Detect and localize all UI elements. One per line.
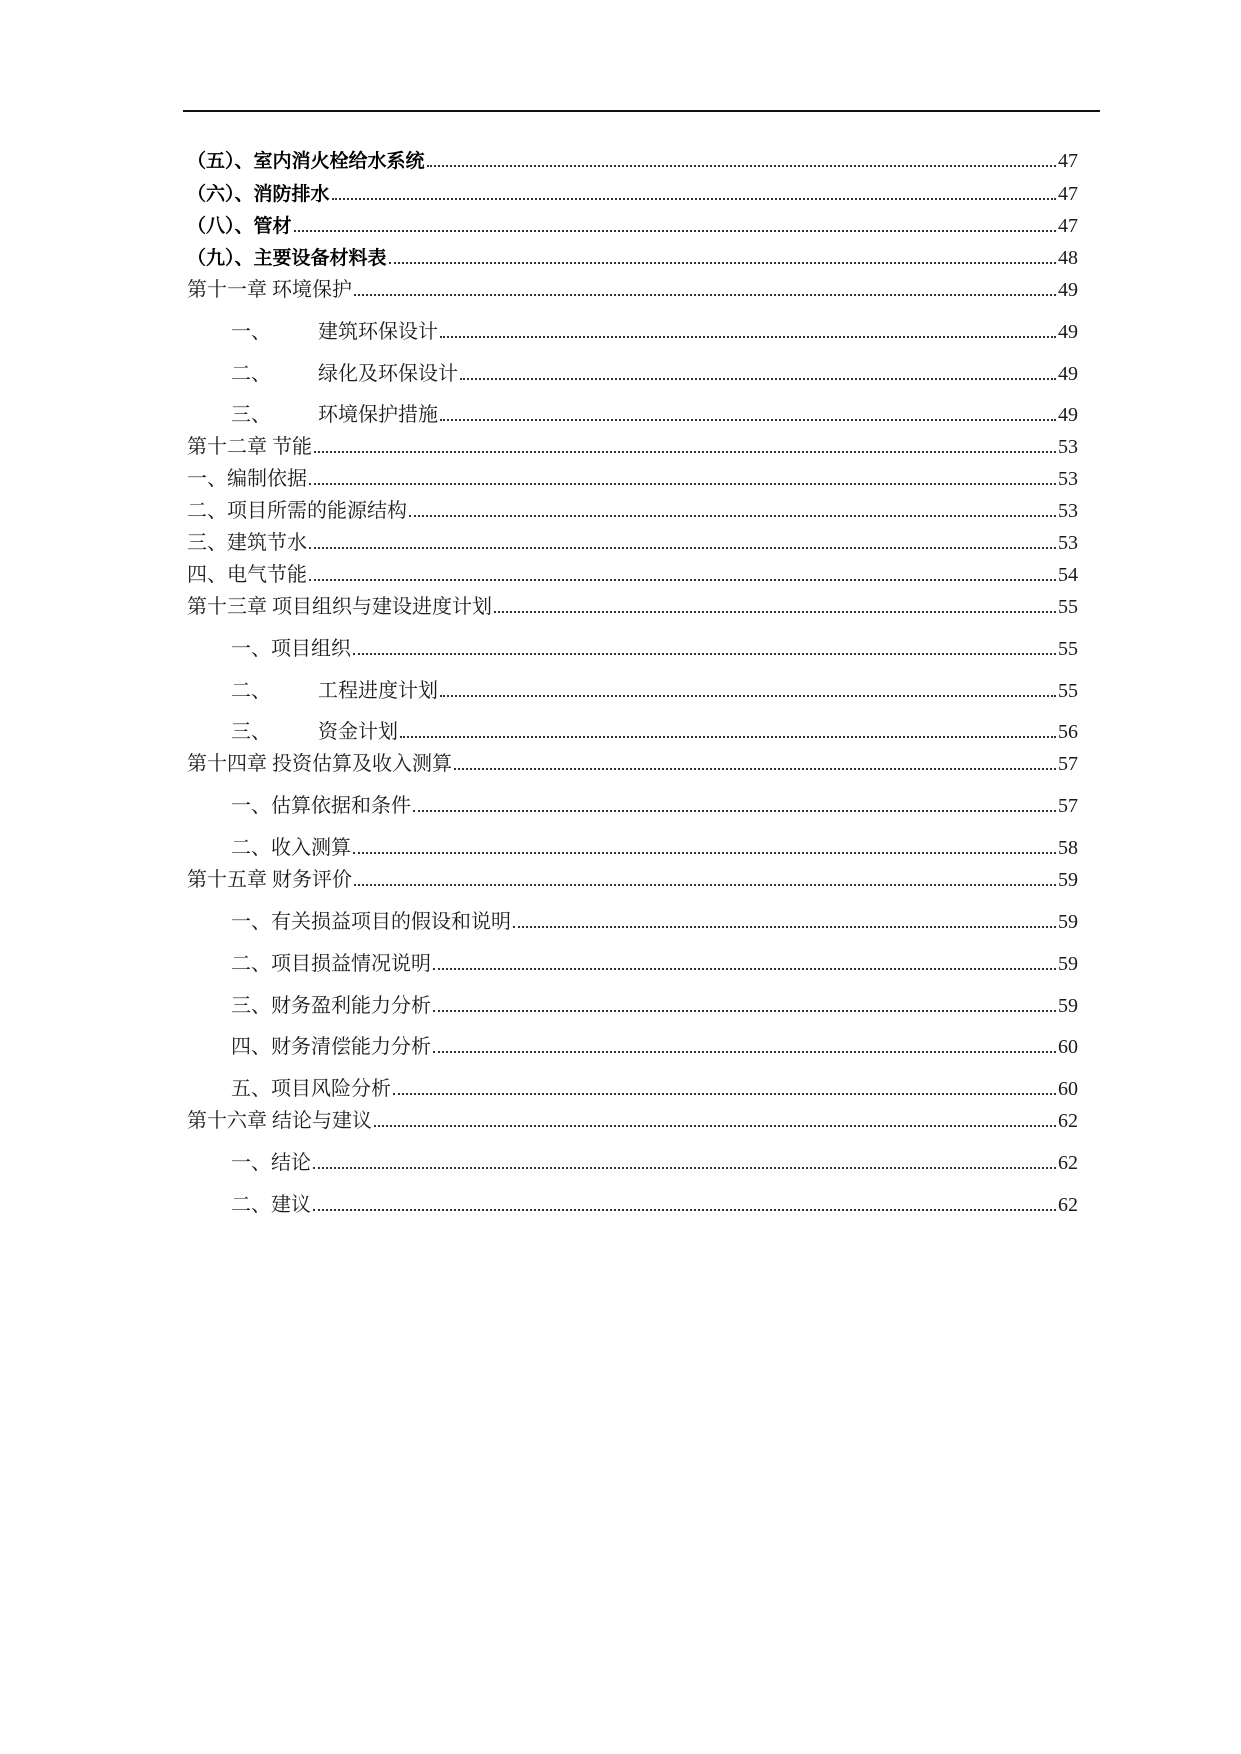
dot-leader bbox=[313, 1167, 1056, 1169]
dot-leader bbox=[454, 768, 1056, 770]
toc-entry-page-number: 57 bbox=[1058, 753, 1078, 775]
dot-leader bbox=[460, 378, 1056, 380]
dot-leader bbox=[513, 926, 1056, 928]
toc-entry-title: 第十四章 投资估算及收入测算 bbox=[187, 753, 452, 775]
toc-entry-title: 三、财务盈利能力分析 bbox=[231, 995, 431, 1017]
toc-entry[interactable] bbox=[231, 314, 1078, 344]
toc-entry-page-number: 59 bbox=[1058, 911, 1078, 933]
toc-entry-title: 二、建议 bbox=[231, 1194, 311, 1216]
toc-entry-page-number: 49 bbox=[1058, 363, 1078, 385]
toc-entry[interactable] bbox=[187, 272, 1078, 302]
toc-entry[interactable] bbox=[231, 356, 1078, 386]
toc-entry-page-number: 47 bbox=[1058, 183, 1078, 205]
dot-leader bbox=[440, 336, 1056, 338]
dot-leader bbox=[433, 1051, 1056, 1053]
toc-entry[interactable] bbox=[187, 493, 1078, 523]
toc-entry-page-number: 60 bbox=[1058, 1036, 1078, 1058]
dot-leader bbox=[309, 547, 1056, 549]
dot-leader bbox=[354, 294, 1056, 296]
toc-entry-title: 环境保护措施 bbox=[318, 404, 438, 426]
toc-entry-title: 五、项目风险分析 bbox=[231, 1078, 391, 1100]
toc-entry-page-number: 60 bbox=[1058, 1078, 1078, 1100]
toc-entry[interactable] bbox=[231, 904, 1078, 934]
toc-entry-title: 一、估算依据和条件 bbox=[231, 795, 411, 817]
toc-entry[interactable] bbox=[187, 461, 1078, 491]
toc-entry-number: 二、 bbox=[231, 680, 271, 702]
toc-entry-title: 四、财务清偿能力分析 bbox=[231, 1036, 431, 1058]
dot-leader bbox=[294, 230, 1056, 232]
toc-entry[interactable] bbox=[231, 397, 1078, 427]
toc-entry-title: 二、项目损益情况说明 bbox=[231, 953, 431, 975]
dot-leader bbox=[440, 419, 1056, 421]
dot-leader bbox=[332, 198, 1056, 200]
toc-entry-title: 工程进度计划 bbox=[318, 680, 438, 702]
toc-entry-title: 二、收入测算 bbox=[231, 837, 351, 859]
toc-entry-title: 一、编制依据 bbox=[187, 468, 307, 490]
toc-entry-page-number: 56 bbox=[1058, 721, 1078, 743]
toc-entry[interactable] bbox=[231, 988, 1078, 1018]
dot-leader bbox=[314, 451, 1056, 453]
toc-entry-page-number: 53 bbox=[1058, 436, 1078, 458]
toc-entry-title: 建筑环保设计 bbox=[318, 321, 438, 343]
toc-entry-title: （九）、主要设备材料表 bbox=[187, 247, 387, 269]
toc-entry-number: 三、 bbox=[231, 404, 271, 426]
toc-entry[interactable] bbox=[231, 673, 1078, 703]
dot-leader bbox=[413, 810, 1056, 812]
toc-entry-page-number: 55 bbox=[1058, 596, 1078, 618]
dot-leader bbox=[427, 165, 1056, 167]
dot-leader bbox=[313, 1209, 1056, 1211]
toc-entry[interactable] bbox=[231, 788, 1078, 818]
dot-leader bbox=[309, 483, 1056, 485]
toc-entry-page-number: 47 bbox=[1058, 150, 1078, 172]
dot-leader bbox=[494, 611, 1056, 613]
toc-entry[interactable] bbox=[187, 240, 1078, 270]
toc-entry[interactable] bbox=[187, 746, 1078, 776]
dot-leader bbox=[433, 1010, 1056, 1012]
toc-entry-page-number: 49 bbox=[1058, 279, 1078, 301]
toc-entry-page-number: 62 bbox=[1058, 1110, 1078, 1132]
toc-entry-title: （八）、管材 bbox=[187, 215, 292, 237]
toc-entry-title: 三、建筑节水 bbox=[187, 532, 307, 554]
toc-entry[interactable] bbox=[231, 631, 1078, 661]
toc-entry[interactable] bbox=[187, 862, 1078, 892]
dot-leader bbox=[389, 262, 1056, 264]
toc-entry-page-number: 49 bbox=[1058, 404, 1078, 426]
dot-leader bbox=[309, 579, 1056, 581]
toc-entry[interactable] bbox=[231, 1029, 1078, 1059]
dot-leader bbox=[440, 695, 1056, 697]
toc-entry-page-number: 47 bbox=[1058, 215, 1078, 237]
toc-entry[interactable] bbox=[231, 830, 1078, 860]
toc-entry-title: 一、项目组织 bbox=[231, 638, 351, 660]
toc-entry[interactable] bbox=[231, 1187, 1078, 1217]
toc-entry[interactable] bbox=[187, 525, 1078, 555]
toc-entry-page-number: 57 bbox=[1058, 795, 1078, 817]
toc-entry[interactable] bbox=[187, 208, 1078, 238]
toc-entry-page-number: 55 bbox=[1058, 680, 1078, 702]
dot-leader bbox=[374, 1125, 1056, 1127]
toc-entry[interactable] bbox=[231, 1071, 1078, 1101]
toc-entry-page-number: 55 bbox=[1058, 638, 1078, 660]
toc-entry-title: 资金计划 bbox=[318, 721, 398, 743]
toc-entry-page-number: 59 bbox=[1058, 869, 1078, 891]
toc-entry[interactable] bbox=[231, 946, 1078, 976]
toc-entry-title: 二、项目所需的能源结构 bbox=[187, 500, 407, 522]
toc-entry-page-number: 48 bbox=[1058, 247, 1078, 269]
dot-leader bbox=[353, 653, 1056, 655]
toc-entry-title: 绿化及环保设计 bbox=[318, 363, 458, 385]
toc-entry[interactable] bbox=[231, 714, 1078, 744]
toc-entry[interactable] bbox=[187, 589, 1078, 619]
toc-entry-title: （六）、消防排水 bbox=[187, 183, 330, 205]
toc-entry[interactable] bbox=[187, 429, 1078, 459]
toc-entry-page-number: 59 bbox=[1058, 995, 1078, 1017]
toc-entry[interactable] bbox=[187, 1103, 1078, 1133]
toc-entry-number: 二、 bbox=[231, 363, 271, 385]
toc-entry-title: 四、电气节能 bbox=[187, 564, 307, 586]
toc-entry-page-number: 62 bbox=[1058, 1152, 1078, 1174]
toc-entry[interactable] bbox=[187, 176, 1078, 206]
toc-entry-page-number: 53 bbox=[1058, 468, 1078, 490]
toc-entry[interactable] bbox=[231, 1145, 1078, 1175]
toc-entry-title: （五）、室内消火栓给水系统 bbox=[187, 150, 425, 172]
toc-entry-page-number: 53 bbox=[1058, 532, 1078, 554]
dot-leader bbox=[409, 515, 1056, 517]
toc-entry-page-number: 62 bbox=[1058, 1194, 1078, 1216]
toc-entry[interactable] bbox=[187, 557, 1078, 587]
toc-entry-title: 第十六章 结论与建议 bbox=[187, 1110, 372, 1132]
dot-leader bbox=[353, 852, 1056, 854]
dot-leader bbox=[433, 968, 1056, 970]
toc-entry-title: 第十三章 项目组织与建设进度计划 bbox=[187, 596, 492, 618]
toc-entry-page-number: 54 bbox=[1058, 564, 1078, 586]
toc-entry-number: 三、 bbox=[231, 721, 271, 743]
toc-entry-title: 第十二章 节能 bbox=[187, 436, 312, 458]
toc-entry-page-number: 59 bbox=[1058, 953, 1078, 975]
toc-entry-page-number: 49 bbox=[1058, 321, 1078, 343]
dot-leader bbox=[354, 884, 1056, 886]
toc-entry-page-number: 58 bbox=[1058, 837, 1078, 859]
toc-entry-title: 第十五章 财务评价 bbox=[187, 869, 352, 891]
toc-entry-title: 一、结论 bbox=[231, 1152, 311, 1174]
toc-entry-title: 第十一章 环境保护 bbox=[187, 279, 352, 301]
toc-entry[interactable] bbox=[187, 143, 1078, 173]
dot-leader bbox=[400, 736, 1056, 738]
toc-entry-number: 一、 bbox=[231, 321, 271, 343]
toc-entry-title: 一、有关损益项目的假设和说明 bbox=[231, 911, 511, 933]
toc-entry-page-number: 53 bbox=[1058, 500, 1078, 522]
dot-leader bbox=[393, 1093, 1056, 1095]
